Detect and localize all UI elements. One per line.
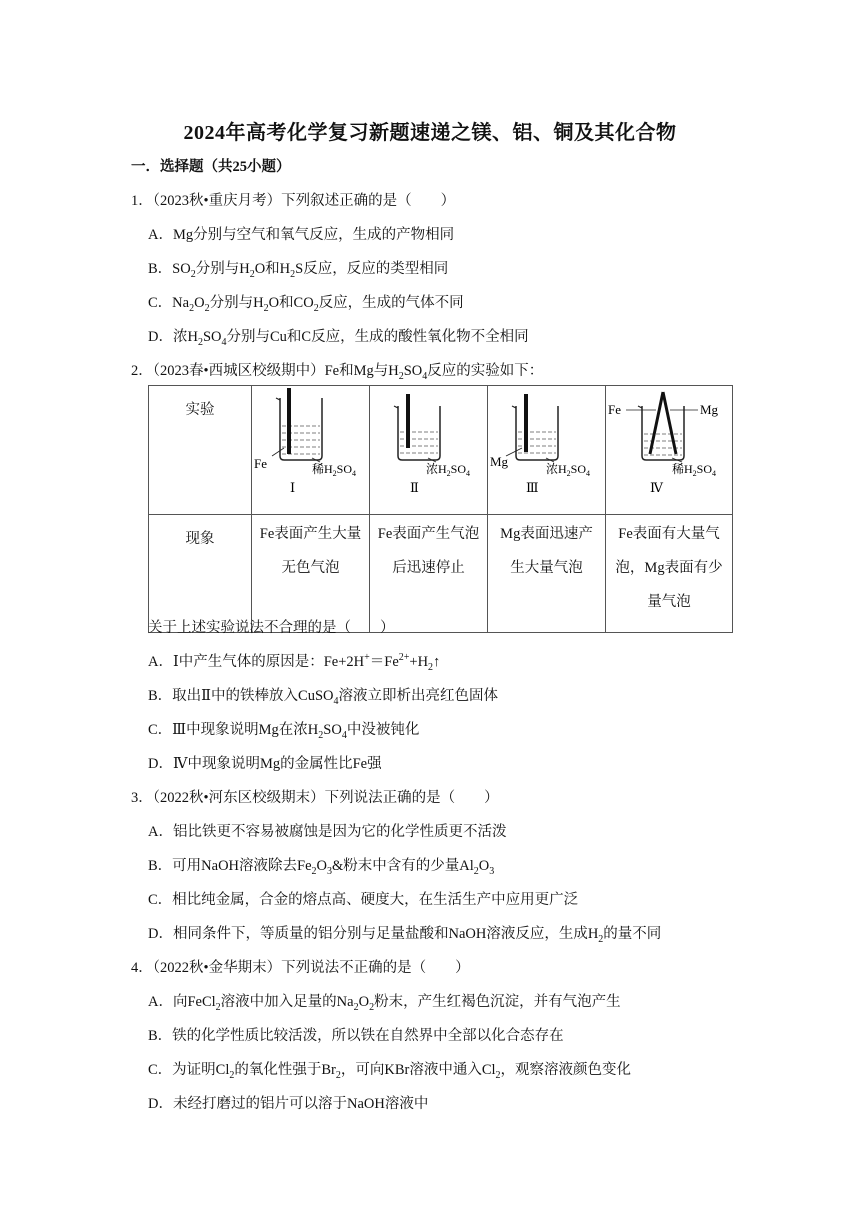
beaker-fe-dilute-acid-figure [252,386,369,498]
q3-stem: 3．（2022秋•河东区校级期末）下列说法正确的是（ ） [131,790,499,806]
row-label-phenomenon: 现象 [149,515,252,633]
q1-option-a: A．Mg分别与空气和氧气反应，生成的产物相同 [148,227,455,243]
beaker-fe-mg-couple-figure [606,386,732,498]
roman-4: Ⅳ [650,480,663,495]
metal-label: Fe [254,456,267,471]
q2-option-b: B．取出Ⅱ中的铁棒放入CuSO$_4$溶液立即析出亮红色固体 [148,688,498,707]
q4-option-c: C．为证明$Cl_2$的氧化性强于$Br_2$，可向KBr溶液中通入$Cl_2$，观察溶液颜色变化 [148,1062,632,1081]
experiment-2-figure [370,386,488,515]
phenomenon-4: Fe表面有大量气 泡，Mg表面有少 量气泡 [606,515,733,633]
roman-2: Ⅱ [410,480,419,495]
section-heading: 一．选择题（共25小题） [131,159,291,175]
document-title: 2024年高考化学复习新题速递之镁、铝、铜及其化合物 [183,122,677,144]
q1-option-b: B．$SO_2$分别与$H_2O$和$H_2S$反应，反应的类型相同 [148,261,449,280]
q1-stem: 1．（2023秋•重庆月考）下列叙述正确的是（ ） [131,193,456,209]
q3-option-c: C．相比纯金属，合金的熔点高、硬度大，在生活生产中应用更广泛 [148,892,579,908]
q2-option-c: C．Ⅲ中现象说明Mg在浓$H_2SO_4$中没被钝化 [148,722,420,741]
beaker-mg-conc-acid-figure [488,386,605,498]
q2-stem: 2．（2023春•西城区校级期中）Fe和Mg与$H_2SO_4$反应的实验如下： [131,363,544,382]
phenomenon-2: Fe表面产生气泡 后迅速停止 [370,515,488,633]
experiment-3-figure [488,386,606,515]
roman-1: Ⅰ [290,480,296,495]
q2-option-a: A．Ⅰ中产生气体的原因是：$Fe+2H^+=Fe^{2+}+H_2↑$ [148,652,441,673]
beaker-fe-conc-acid-figure [370,386,487,498]
acid-label: 稀$H_2SO_4$ [672,462,717,478]
acid-label: 浓$H_2SO_4$ [426,462,471,478]
metal-label: Mg [490,454,509,469]
q2-followup: 关于上述实验说法不合理的是（ ） [148,620,395,636]
q4-option-b: B．铁的化学性质比较活泼，所以铁在自然界中全部以化合态存在 [148,1028,564,1044]
experiment-table [148,385,733,633]
acid-label: 稀$H_2SO_4$ [312,462,357,478]
roman-3: Ⅲ [526,480,539,495]
experiment-4-figure [606,386,733,515]
row-label-experiment: 实验 [149,386,252,515]
q3-option-a: A．铝比铁更不容易被腐蚀是因为它的化学性质更不活泼 [148,824,507,840]
acid-label: 浓$H_2SO_4$ [546,462,591,478]
q4-option-a: A．向FeCl$_2$溶液中加入足量的$Na_2O_2$粉末，产生红褐色沉淀，并有气泡产生 [148,994,621,1013]
q2-option-d: D．Ⅳ中现象说明Mg的金属性比Fe强 [148,756,382,772]
experiment-1-figure [252,386,370,515]
phenomenon-3: Mg表面迅速产 生大量气泡 [488,515,606,633]
q1-option-c: C．$Na_2O_2$分别与$H_2O$和$CO_2$反应，生成的气体不同 [148,295,464,314]
phenomenon-1: Fe表面产生大量 无色气泡 [252,515,370,633]
q4-stem: 4．（2022秋•金华期末）下列说法不正确的是（ ） [131,960,470,976]
metal-left-label: Fe [608,402,621,417]
q3-option-d: D．相同条件下，等质量的铝分别与足量盐酸和NaOH溶液反应，生成$H_2$的量不同 [148,926,662,945]
q3-option-b: B．可用NaOH溶液除去$Fe_2O_3\&$粉末中含有的少量$Al_2O_3$ [148,858,495,877]
metal-right-label: Mg [700,402,719,417]
q4-option-d: D．未经打磨过的铝片可以溶于NaOH溶液中 [148,1096,429,1112]
q1-option-d: D．浓$H_2SO_4$分别与Cu和C反应，生成的酸性氧化物不全相同 [148,329,529,348]
